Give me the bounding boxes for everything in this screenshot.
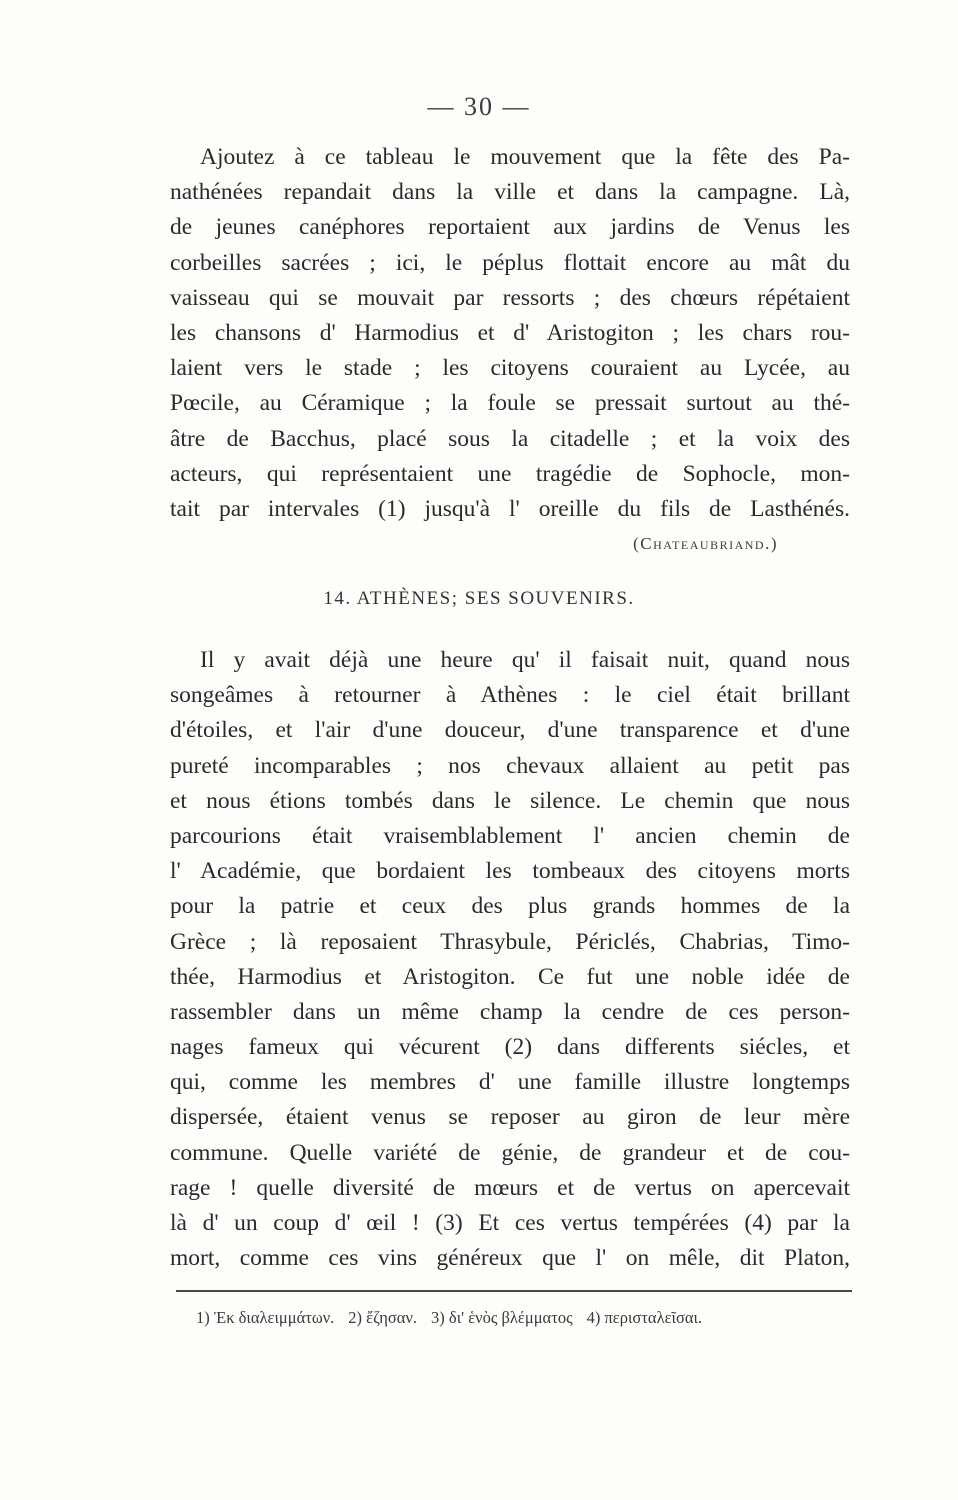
text-line: corbeilles sacrées ; ici, le péplus flottait encore au mât du (170, 249, 850, 276)
page-number: — 30 — (427, 92, 531, 121)
text-line: Pœcile, au Céramique ; la foule se pressait surtout au thé- (170, 390, 850, 417)
footnote-rule (176, 1290, 852, 1292)
text-line: âtre de Bacchus, placé sous la citadelle ; et la voix des (170, 425, 850, 452)
footnote-2: 2) ἔζησαν. (348, 1308, 418, 1327)
text-line: les chansons d' Harmodius et d' Aristogiton ; les chars rou- (170, 319, 850, 346)
text-line: d'étoiles, et l'air d'une douceur, d'une transparence et d'une (170, 717, 850, 744)
text-line: songeâmes à retourner à Athènes : le ciel était brillant (170, 682, 850, 709)
footnote-3: 3) δι' ἑνὸς βλέμματος (431, 1308, 573, 1327)
text-line: nages fameux qui vécurent (2) dans differents siécles, et (170, 1034, 850, 1061)
text-line: l' Académie, que bordaient les tombeaux des citoyens morts (170, 858, 850, 885)
text-line: nathénées repandait dans la ville et dans la campagne. Là, (170, 179, 850, 206)
text-line: Il y avait déjà une heure qu' il faisait nuit, quand nous (200, 647, 850, 673)
footnotes (196, 1308, 856, 1328)
text-line: qui, comme les membres d' une famille illustre longtemps (170, 1069, 850, 1096)
text-line: de jeunes canéphores reportaient aux jardins de Venus les (170, 214, 850, 241)
text-line: et nous étions tombés dans le silence. Le chemin que nous (170, 787, 850, 814)
text-line: commune. Quelle variété de génie, de grandeur et de cou- (170, 1139, 850, 1166)
text-line: rage ! quelle diversité de mœurs et de vertus on apercevait (170, 1174, 850, 1201)
text-line: acteurs, qui représentaient une tragédie de Sophocle, mon- (170, 460, 850, 487)
text-line: mort, comme ces vins généreux que l' on mêle, dit Platon, (170, 1245, 850, 1272)
text-line: tait par intervales (1) jusqu'à l' oreille du fils de Lasthénés. (170, 495, 850, 522)
text-line: pureté incomparables ; nos chevaux allaient au petit pas (170, 752, 850, 779)
author-attribution: (Chateaubriand.) (633, 534, 778, 553)
text-line: laient vers le stade ; les citoyens couraient au Lycée, au (170, 355, 850, 382)
text-line: rassembler dans un même champ la cendre de ces person- (170, 998, 850, 1025)
text-line: thée, Harmodius et Aristogiton. Ce fut une noble idée de (170, 963, 850, 990)
text-line: Grèce ; là reposaient Thrasybule, Périclés, Chabrias, Timo- (170, 928, 850, 955)
text-line: parcourions était vraisemblablement l' ancien chemin de (170, 822, 850, 849)
section-heading: 14. ATHÈNES; SES SOUVENIRS. (323, 588, 635, 609)
text-line: dispersée, étaient venus se reposer au giron de leur mère (170, 1104, 850, 1131)
footnote-1: 1) Ἐκ διαλειμμάτων. (196, 1308, 335, 1327)
passage-athens (170, 643, 850, 1276)
text-line: pour la patrie et ceux des plus grands hommes de la (170, 893, 850, 920)
text-line: vaisseau qui se mouvait par ressorts ; des chœurs répétaient (170, 284, 850, 311)
text-line: Ajoutez à ce tableau le mouvement que la fête des Pa- (200, 144, 850, 170)
passage-festival (170, 140, 850, 527)
text-line: là d' un coup d' œil ! (3) Et ces vertus tempérées (4) par la (170, 1210, 850, 1236)
footnote-4: 4) περισταλεῖσαι. (586, 1308, 703, 1327)
